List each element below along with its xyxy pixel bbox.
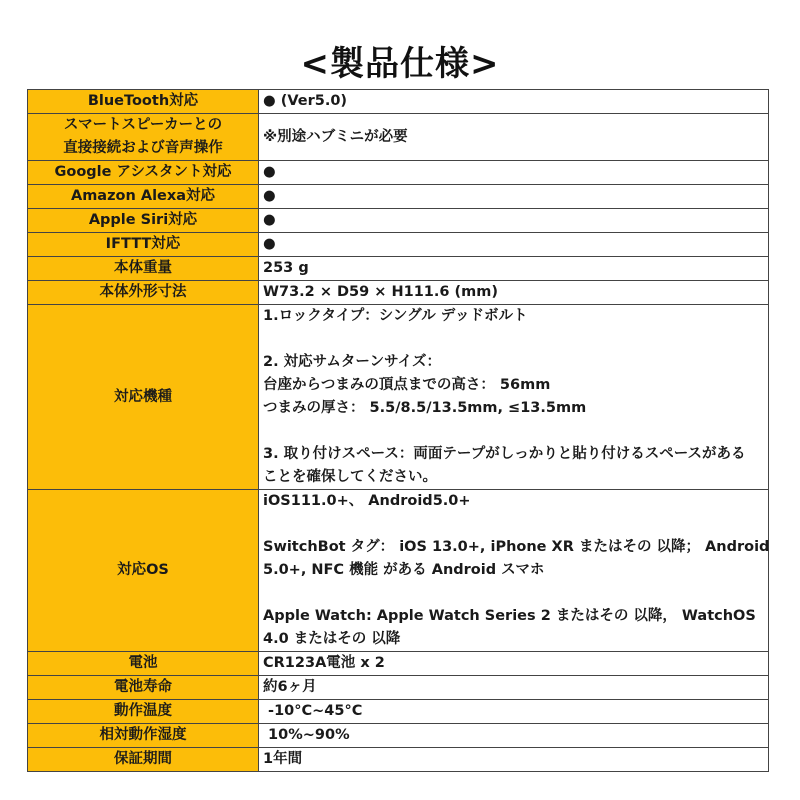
spec-value [259, 161, 769, 185]
table-row [28, 305, 769, 490]
spec-label [28, 257, 259, 281]
spec-value [259, 257, 769, 281]
table-row [28, 676, 769, 700]
spec-value-line: SwitchBot タグ： iOS 13.0+, iPhone XR またはその 以降； Android [263, 539, 770, 555]
spec-label-line: 電池寿命 [114, 679, 172, 695]
spec-label [28, 185, 259, 209]
spec-value-line: 2. 対応サムターンサイズ： [263, 354, 441, 370]
spec-label [28, 161, 259, 185]
spec-value-line [263, 513, 764, 536]
table-row [28, 161, 769, 185]
spec-value-line: 4.0 またはその 以降 [263, 631, 401, 647]
spec-label-line: Apple Siri対応 [88, 212, 198, 228]
spec-value-line: ● [263, 188, 276, 204]
spec-label-line: 本体重量 [114, 260, 172, 276]
table-row [28, 724, 769, 748]
spec-value [259, 748, 769, 772]
spec-value [259, 233, 769, 257]
spec-value-line [263, 420, 764, 443]
spec-label [28, 90, 259, 114]
page-title: <製品仕様> [300, 44, 500, 84]
spec-value-line: 約6ヶ月 [263, 679, 317, 695]
table-row [28, 185, 769, 209]
spec-value-line: 5.0+, NFC 機能 がある Android スマホ [263, 562, 545, 578]
table-row [28, 114, 769, 161]
spec-label-line: 本体外形寸法 [99, 284, 187, 300]
spec-label [28, 114, 259, 161]
spec-value-line: 3. 取り付けスペース：両面テープがしっかりと貼り付けるスペースがある [263, 446, 746, 462]
spec-label [28, 676, 259, 700]
spec-value [259, 90, 769, 114]
spec-label [28, 490, 259, 652]
spec-value-line [263, 328, 764, 351]
spec-table-body [28, 90, 769, 772]
spec-label-line: 直接接続および音声操作 [63, 140, 223, 156]
spec-label [28, 281, 259, 305]
spec-value [259, 281, 769, 305]
spec-value-line: Apple Watch: Apple Watch Series 2 またはその 以降， WatchOS [263, 608, 756, 624]
spec-value-line: 1年間 [263, 751, 303, 767]
spec-label-line: Google アシスタント対応 [54, 164, 232, 180]
spec-value-line: 台座からつまみの頂点までの高さ： 56mm [263, 377, 551, 393]
table-row [28, 281, 769, 305]
spec-label-line: BlueTooth対応 [87, 93, 199, 109]
spec-value-line: 10%~90% [263, 727, 350, 743]
spec-table [27, 89, 769, 772]
table-row [28, 490, 769, 652]
spec-value-line: iOS111.0+、 Android5.0+ [263, 493, 471, 509]
spec-value-line: ● [263, 164, 276, 180]
spec-value-line: CR123A電池 x 2 [263, 655, 385, 671]
table-row [28, 257, 769, 281]
spec-value-line [263, 582, 764, 605]
spec-label-line: 相対動作湿度 [99, 727, 187, 743]
table-row [28, 748, 769, 772]
spec-value [259, 490, 769, 652]
table-row [28, 90, 769, 114]
spec-value [259, 652, 769, 676]
spec-value-line: ● [263, 212, 276, 228]
spec-label-line: スマートスピーカーとの [63, 117, 223, 133]
spec-value [259, 305, 769, 490]
spec-label [28, 724, 259, 748]
spec-label [28, 748, 259, 772]
spec-label-line: Amazon Alexa対応 [70, 188, 216, 204]
table-row [28, 209, 769, 233]
spec-value [259, 114, 769, 161]
spec-value [259, 724, 769, 748]
spec-label-line: 対応機種 [114, 388, 172, 405]
spec-value [259, 209, 769, 233]
spec-value-line: 253 g [263, 260, 309, 276]
spec-value-line: 1.ロックタイプ：シングル デッドボルト [263, 308, 528, 324]
spec-label-line: 保証期間 [114, 751, 172, 767]
spec-label [28, 652, 259, 676]
spec-label [28, 233, 259, 257]
table-row [28, 700, 769, 724]
spec-value-line: ● [263, 236, 276, 252]
spec-value-line: ● (Ver5.0) [263, 93, 348, 109]
table-row [28, 233, 769, 257]
spec-label [28, 305, 259, 490]
spec-value [259, 185, 769, 209]
spec-value-line: -10°C~45°C [263, 703, 363, 719]
spec-value-line: W73.2 × D59 × H111.6 (mm) [263, 284, 498, 300]
spec-value-line: ことを確保してください。 [263, 469, 437, 485]
spec-label [28, 700, 259, 724]
spec-value [259, 676, 769, 700]
spec-label-line: 電池 [128, 655, 158, 671]
spec-value-line: ※別途ハブミニが必要 [263, 128, 408, 145]
spec-label-line: 動作温度 [114, 703, 172, 719]
table-row [28, 652, 769, 676]
spec-label [28, 209, 259, 233]
spec-label-line: IFTTT対応 [105, 236, 181, 252]
spec-value-line: つまみの厚さ： 5.5/8.5/13.5mm, ≤13.5mm [263, 400, 587, 416]
spec-label-line: 対応OS [117, 562, 169, 578]
spec-value [259, 700, 769, 724]
